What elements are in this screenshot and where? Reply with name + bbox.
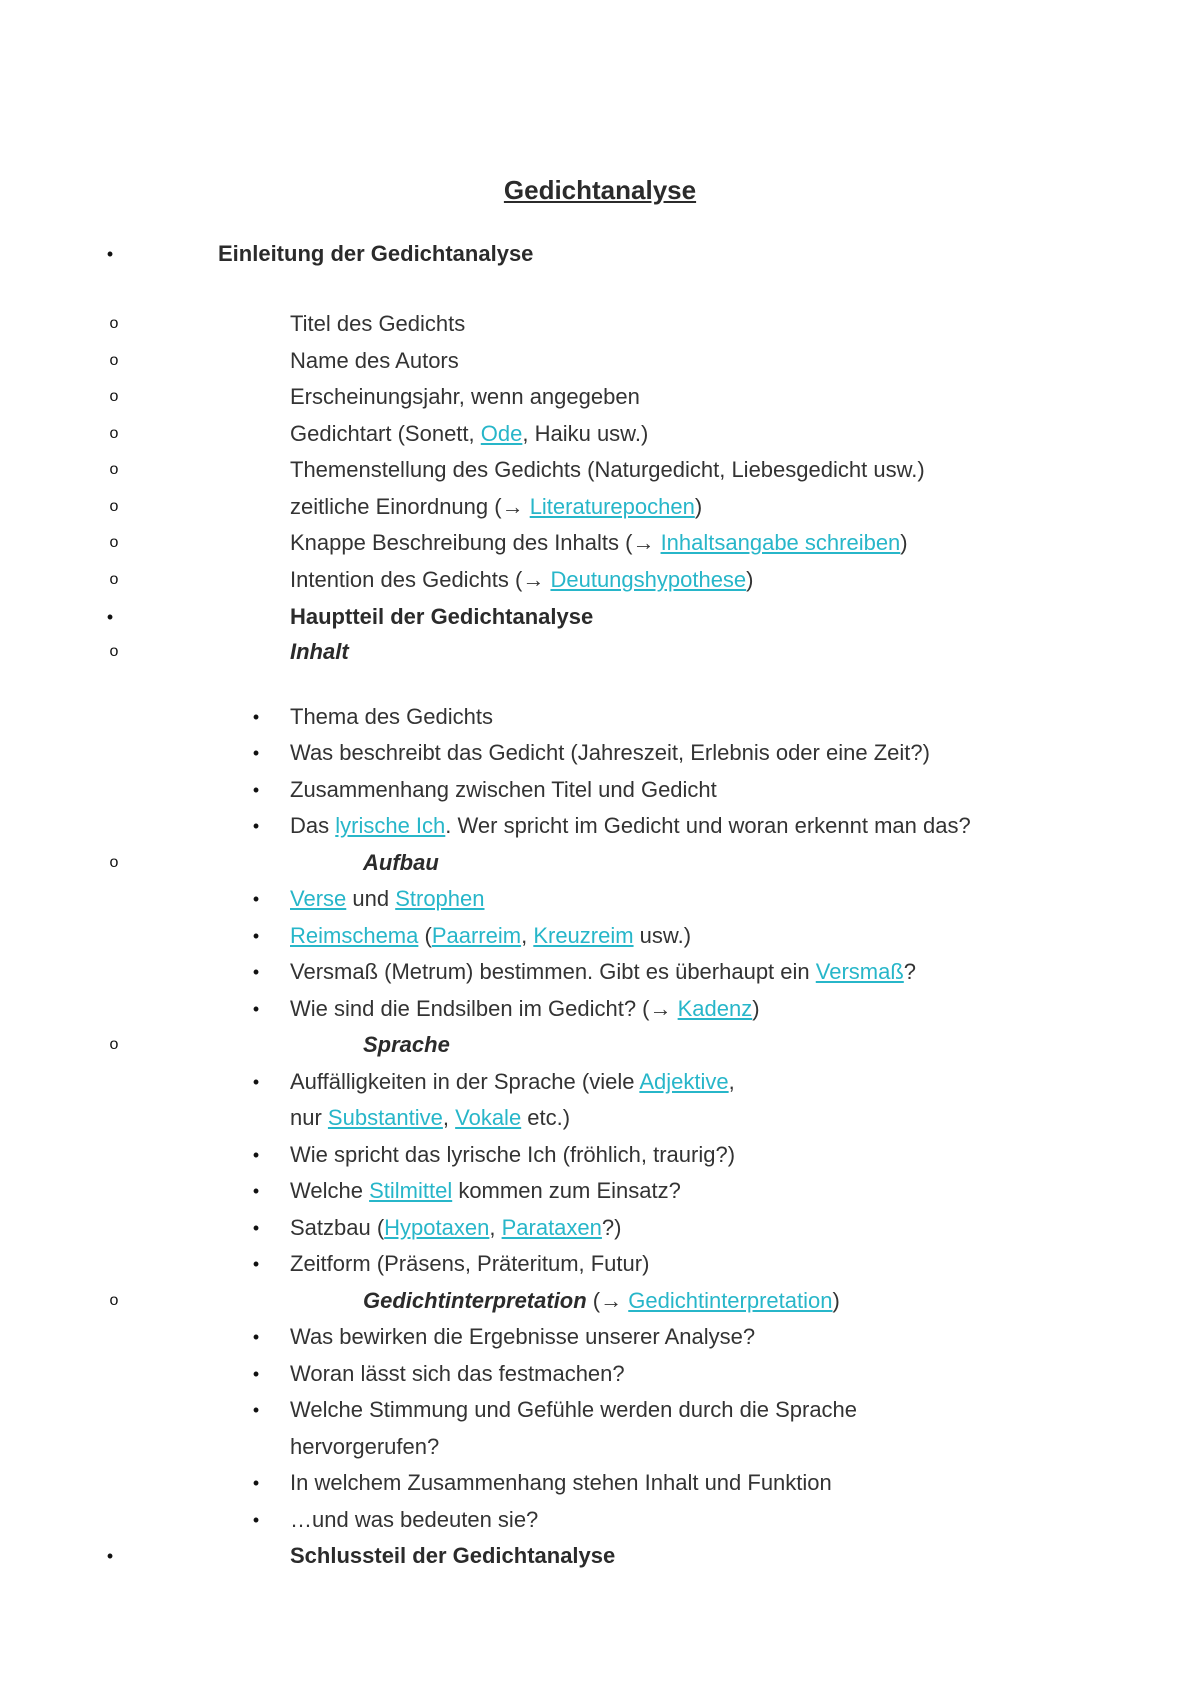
- bullet-disc: •: [252, 1400, 260, 1420]
- subsection-heading: Inhalt: [290, 639, 349, 664]
- subsection-aufbau: [0, 845, 1200, 881]
- bullet-disc: •: [252, 1072, 260, 1092]
- list-item: [0, 1502, 1200, 1538]
- link-literaturepochen[interactable]: Literaturepochen: [529, 494, 695, 519]
- list-item-text: [290, 1100, 570, 1136]
- section-heading: Hauptteil der Gedichtanalyse: [290, 604, 594, 629]
- list-item: [0, 489, 1200, 525]
- list-item: [0, 1137, 1200, 1173]
- text-segment: ): [832, 1288, 840, 1313]
- text-segment: ,: [442, 1105, 456, 1130]
- bullet-disc: •: [252, 926, 260, 946]
- section-einleitung: [0, 236, 1200, 272]
- list-item-text: [290, 991, 760, 1027]
- bullet-circle: o: [109, 571, 119, 588]
- text-segment: usw.): [633, 923, 692, 948]
- text-segment: Knappe Beschreibung des Inhalts (→: [290, 530, 661, 555]
- text-segment: Das: [290, 813, 336, 838]
- text-segment: Intention des Gedichts (→: [290, 567, 551, 592]
- text-segment: Gedichtart (Sonett,: [290, 421, 481, 446]
- bullet-disc: •: [106, 607, 114, 627]
- list-item: [0, 306, 1200, 342]
- list-item-text: Themenstellung des Gedichts (Naturgedicht, Liebesgedicht usw.): [290, 457, 925, 482]
- text-segment: ): [694, 494, 703, 519]
- list-item-text: Zeitform (Präsens, Präteritum, Futur): [290, 1251, 650, 1276]
- text-segment: ): [752, 996, 760, 1021]
- text-segment: ,: [489, 1215, 502, 1240]
- list-item-text: [290, 918, 691, 954]
- list-item: [0, 562, 1200, 598]
- text-segment: Welche: [290, 1178, 370, 1203]
- list-item-text: Was beschreibt das Gedicht (Jahreszeit, Erlebnis oder eine Zeit?): [290, 740, 930, 765]
- text-segment: und: [346, 886, 396, 911]
- bullet-disc: •: [106, 1546, 114, 1566]
- link-kreuzreim[interactable]: Kreuzreim: [533, 923, 634, 948]
- list-item: [0, 379, 1200, 415]
- link-versmass[interactable]: Versmaß: [815, 959, 904, 984]
- bullet-disc: •: [252, 1145, 260, 1165]
- bullet-circle: o: [109, 498, 119, 515]
- list-item: [0, 452, 1200, 488]
- list-item-text: [290, 1173, 681, 1209]
- link-vokale[interactable]: Vokale: [455, 1105, 522, 1130]
- list-item-text: hervorgerufen?: [290, 1434, 440, 1459]
- list-item-text: Name des Autors: [290, 348, 459, 373]
- bullet-circle: o: [109, 643, 119, 660]
- subsection-inhalt: [0, 634, 1200, 670]
- bullet-circle: o: [109, 425, 119, 442]
- list-item: [0, 991, 1200, 1027]
- bullet-disc: •: [252, 780, 260, 800]
- section-heading: Schlussteil der Gedichtanalyse: [290, 1543, 616, 1568]
- list-item: [0, 343, 1200, 379]
- list-item: [0, 1246, 1200, 1282]
- bullet-circle: o: [109, 461, 119, 478]
- page-title: Gedichtanalyse: [503, 175, 697, 205]
- text-segment: ): [900, 530, 908, 555]
- section-heading: Einleitung der Gedichtanalyse: [218, 241, 534, 266]
- list-item-text: [290, 881, 485, 917]
- bullet-disc: •: [252, 1218, 260, 1238]
- list-item-text: In welchem Zusammenhang stehen Inhalt und Funktion: [290, 1470, 832, 1495]
- link-substantive[interactable]: Substantive: [327, 1105, 443, 1130]
- text-segment: Versmaß (Metrum) bestimmen. Gibt es überhaupt ein: [290, 959, 816, 984]
- subsection-heading: Aufbau: [363, 850, 439, 875]
- bullet-disc: •: [252, 889, 260, 909]
- list-item: [0, 1356, 1200, 1392]
- text-segment: ,: [728, 1069, 735, 1094]
- bullet-disc: •: [252, 962, 260, 982]
- bullet-circle: o: [109, 315, 119, 332]
- subsection-interpretation: [0, 1283, 1200, 1319]
- link-lyrisches-ich[interactable]: lyrische Ich: [335, 813, 446, 838]
- list-item-text: Welche Stimmung und Gefühle werden durch die Sprache: [290, 1397, 858, 1422]
- text-segment: ,: [521, 923, 534, 948]
- list-item: [0, 1064, 1200, 1100]
- bullet-circle: o: [109, 1292, 119, 1309]
- text-segment: (→: [586, 1288, 629, 1313]
- subsection-heading: Gedichtinterpretation: [363, 1288, 587, 1313]
- list-item: [0, 954, 1200, 990]
- list-item: [0, 808, 1200, 844]
- text-segment: (: [418, 923, 432, 948]
- text-segment: Satzbau (: [290, 1215, 385, 1240]
- link-inhaltsangabe[interactable]: Inhaltsangabe schreiben: [660, 530, 901, 555]
- list-item: [0, 881, 1200, 917]
- bullet-circle: o: [109, 1036, 119, 1053]
- bullet-disc: •: [252, 999, 260, 1019]
- list-item-text: Wie spricht das lyrische Ich (fröhlich, traurig?): [290, 1142, 736, 1167]
- list-item-text: [290, 1210, 621, 1246]
- subsection-heading: Sprache: [363, 1032, 450, 1057]
- text-segment: Wie sind die Endsilben im Gedicht? (→: [290, 996, 678, 1021]
- text-segment: zeitliche Einordnung (→: [290, 494, 530, 519]
- bullet-disc: •: [252, 1510, 260, 1530]
- list-item-text: Zusammenhang zwischen Titel und Gedicht: [290, 777, 717, 802]
- link-kadenz[interactable]: Kadenz: [677, 996, 753, 1021]
- list-item: [0, 1210, 1200, 1246]
- text-segment: , Haiku usw.): [522, 421, 649, 446]
- bullet-disc: •: [252, 707, 260, 727]
- section-hauptteil: [0, 599, 1200, 635]
- list-item-text: Titel des Gedichts: [290, 311, 466, 336]
- list-item-text: Thema des Gedichts: [290, 704, 493, 729]
- list-item: [0, 699, 1200, 735]
- link-paarreim[interactable]: Paarreim: [431, 923, 522, 948]
- bullet-circle: o: [109, 352, 119, 369]
- bullet-circle: o: [109, 388, 119, 405]
- link-reimschema[interactable]: Reimschema: [290, 923, 419, 948]
- list-item-text: [290, 416, 648, 452]
- bullet-disc: •: [252, 743, 260, 763]
- text-segment: kommen zum Einsatz?: [452, 1178, 681, 1203]
- list-item: [0, 1173, 1200, 1209]
- text-segment: ): [746, 567, 754, 592]
- list-item-text: [290, 489, 702, 525]
- list-item: [0, 1465, 1200, 1501]
- link-gedichtinterpretation[interactable]: Gedichtinterpretation: [628, 1288, 833, 1313]
- bullet-disc: •: [252, 1254, 260, 1274]
- list-item: [0, 772, 1200, 808]
- bullet-disc: •: [106, 244, 114, 264]
- list-item-text: Erscheinungsjahr, wenn angegeben: [290, 384, 640, 409]
- list-item-text: [290, 808, 971, 844]
- list-item: [0, 1392, 1200, 1428]
- list-item-text: …und was bedeuten sie?: [290, 1507, 539, 1532]
- list-item: [0, 416, 1200, 452]
- bullet-disc: •: [252, 1327, 260, 1347]
- link-hypotaxen[interactable]: Hypotaxen: [384, 1215, 490, 1240]
- bullet-circle: o: [109, 854, 119, 871]
- bullet-disc: •: [252, 1473, 260, 1493]
- bullet-circle: o: [109, 534, 119, 551]
- list-item: [0, 735, 1200, 771]
- link-parataxen[interactable]: Parataxen: [501, 1215, 602, 1240]
- text-segment: ?): [601, 1215, 622, 1240]
- subsection-sprache: [0, 1027, 1200, 1063]
- list-item-continuation: [0, 1100, 1200, 1136]
- link-verse[interactable]: Verse: [290, 886, 347, 911]
- text-segment: . Wer spricht im Gedicht und woran erkennt man das?: [445, 813, 971, 838]
- link-adjektive[interactable]: Adjektive: [639, 1069, 729, 1094]
- list-item-text: [290, 562, 754, 598]
- link-deutungshypothese[interactable]: Deutungshypothese: [550, 567, 747, 592]
- section-schlussteil: [0, 1538, 1200, 1574]
- text-segment: Auffälligkeiten in der Sprache (viele: [290, 1069, 640, 1094]
- link-stilmittel[interactable]: Stilmittel: [369, 1178, 453, 1203]
- list-item-text: Woran lässt sich das festmachen?: [290, 1361, 625, 1386]
- bullet-disc: •: [252, 1181, 260, 1201]
- bullet-disc: •: [252, 1364, 260, 1384]
- subsection-heading-line: [363, 1283, 840, 1319]
- link-strophen[interactable]: Strophen: [395, 886, 485, 911]
- text-segment: nur: [290, 1105, 328, 1130]
- list-item: [0, 525, 1200, 561]
- text-segment: ?: [903, 959, 917, 984]
- list-item-text: [290, 525, 908, 561]
- link-ode[interactable]: Ode: [480, 421, 523, 446]
- list-item-text: [290, 1064, 735, 1100]
- list-item: [0, 918, 1200, 954]
- list-item-continuation: [0, 1429, 1200, 1465]
- list-item: [0, 1319, 1200, 1355]
- list-item-text: Was bewirken die Ergebnisse unserer Analyse?: [290, 1324, 756, 1349]
- list-item-text: [290, 954, 916, 990]
- text-segment: etc.): [521, 1105, 571, 1130]
- bullet-disc: •: [252, 816, 260, 836]
